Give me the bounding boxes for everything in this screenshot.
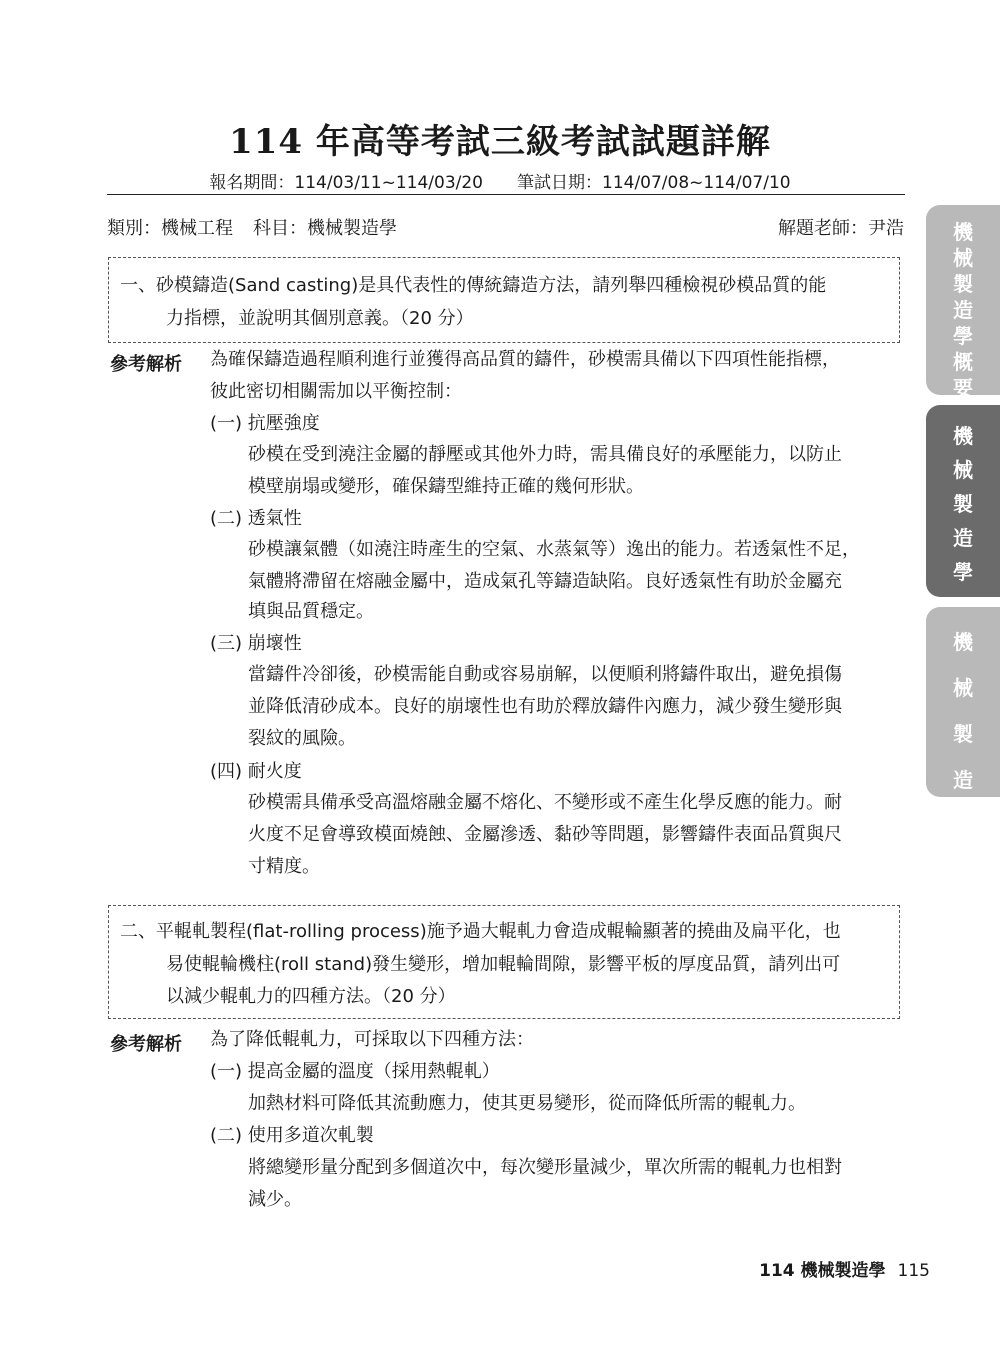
answer-2-item-1-heading: (一) 提高金屬的溫度（採用熱輥軋） [210, 1061, 500, 1082]
tab-char: 學 [953, 324, 973, 348]
answer-2-item-2-line-1: 將總變形量分配到多個道次中，每次變形量減少，單次所需的輥軋力也相對 [248, 1157, 842, 1178]
answer-1-label: 參考解析 [110, 354, 182, 375]
side-tab-mechanical-manufacturing[interactable] [926, 607, 1000, 797]
tab-char: 械 [953, 246, 973, 270]
header-divider [107, 194, 905, 195]
tab-char: 製 [953, 272, 973, 296]
answer-2-item-1-line-1: 加熱材料可降低其流動應力，使其更易變形，從而降低所需的輥軋力。 [248, 1093, 806, 1114]
tab-char: 製 [953, 722, 973, 746]
tab-char: 機 [953, 630, 973, 654]
answer-1-item-2-line-1: 砂模讓氣體（如澆注時產生的空氣、水蒸氣等）逸出的能力。若透氣性不足， [248, 539, 860, 560]
side-tab-overview[interactable] [926, 205, 1000, 400]
page-title: 114 年高等考試三級考試試題詳解 [229, 122, 771, 162]
tab-char: 造 [953, 526, 973, 550]
answer-1-item-4-line-2: 火度不足會導致模面燒蝕、金屬滲透、黏砂等問題，影響鑄件表面品質與尺 [248, 824, 842, 845]
answer-1-item-3-line-1: 當鑄件冷卻後，砂模需能自動或容易崩解，以便順利將鑄件取出，避免損傷 [248, 664, 842, 685]
teacher-label: 解題老師：尹浩 [778, 218, 904, 239]
answer-1-item-1-line-1: 砂模在受到澆注金屬的靜壓或其他外力時，需具備良好的承壓能力，以防止 [248, 444, 842, 465]
page-footer [759, 1256, 930, 1281]
question-2-line-2: 易使輥輪機柱(roll stand)發生變形，增加輥輪間隙，影響平板的厚度品質，請列出可 [166, 954, 841, 975]
subject-label: 科目：機械製造學 [253, 218, 397, 239]
answer-1-intro-line-2: 彼此密切相關需加以平衡控制： [210, 381, 462, 402]
answer-1-item-2-heading: (二) 透氣性 [210, 508, 302, 529]
answer-1-item-4-line-3: 寸精度。 [248, 856, 320, 877]
question-2-line-1: 二、平輥軋製程(flat-rolling process)施予過大輥軋力會造成輥輪顯著的撓曲及扁平化，也 [120, 921, 841, 942]
answer-1-item-2-line-3: 填與品質穩定。 [248, 601, 374, 622]
tab-char: 械 [953, 458, 973, 482]
answer-2-label: 參考解析 [110, 1034, 182, 1055]
tab-char: 械 [953, 676, 973, 700]
tab-char: 機 [953, 220, 973, 244]
answer-1-item-3-line-3: 裂紋的風險。 [248, 728, 356, 749]
side-tab-manufacturing-active[interactable] [926, 405, 1000, 597]
answer-2-intro: 為了降低輥軋力，可採取以下四種方法： [210, 1029, 534, 1050]
registration-period: 報名期間：114/03/11~114/03/20 [209, 173, 483, 193]
tab-char: 製 [953, 492, 973, 516]
answer-1-item-1-heading: (一) 抗壓強度 [210, 413, 320, 434]
exam-date: 筆試日期：114/07/08~114/07/10 [517, 173, 791, 193]
answer-2-item-2-line-2: 減少。 [248, 1189, 302, 1210]
answer-1-item-3-line-2: 並降低清砂成本。良好的崩壞性也有助於釋放鑄件內應力，減少發生變形與 [248, 696, 842, 717]
page-number: 115 [897, 1261, 930, 1281]
answer-2-item-2-heading: (二) 使用多道次軋製 [210, 1125, 374, 1146]
answer-1-item-3-heading: (三) 崩壞性 [210, 633, 302, 654]
answer-1-intro-line-1: 為確保鑄造過程順利進行並獲得高品質的鑄件，砂模需具備以下四項性能指標， [210, 349, 840, 370]
tab-char: 概 [953, 350, 973, 374]
tab-char: 機 [953, 424, 973, 448]
answer-1-item-4-line-1: 砂模需具備承受高溫熔融金屬不熔化、不變形或不產生化學反應的能力。耐 [248, 792, 842, 813]
question-2-line-3: 以減少輥軋力的四種方法。（20 分） [166, 986, 456, 1007]
answer-1-item-4-heading: (四) 耐火度 [210, 761, 302, 782]
question-1-line-2: 力指標，並說明其個別意義。（20 分） [166, 308, 474, 329]
exam-meta [107, 214, 397, 240]
answer-1-item-1-line-2: 模壁崩塌或變形，確保鑄型維持正確的幾何形狀。 [248, 476, 644, 497]
exam-schedule [0, 168, 1000, 193]
tab-char: 造 [953, 768, 973, 792]
category-label: 類別：機械工程 [107, 218, 233, 239]
answer-1-item-2-line-2: 氣體將滯留在熔融金屬中，造成氣孔等鑄造缺陷。良好透氣性有助於金屬充 [248, 571, 842, 592]
tab-char: 造 [953, 298, 973, 322]
tab-char: 學 [953, 560, 973, 584]
tab-char: 要 [953, 376, 973, 400]
footer-label: 114 機械製造學 [759, 1261, 886, 1281]
question-1-line-1: 一、砂模鑄造(Sand casting)是具代表性的傳統鑄造方法，請列舉四種檢視砂模品質的能 [120, 275, 827, 296]
